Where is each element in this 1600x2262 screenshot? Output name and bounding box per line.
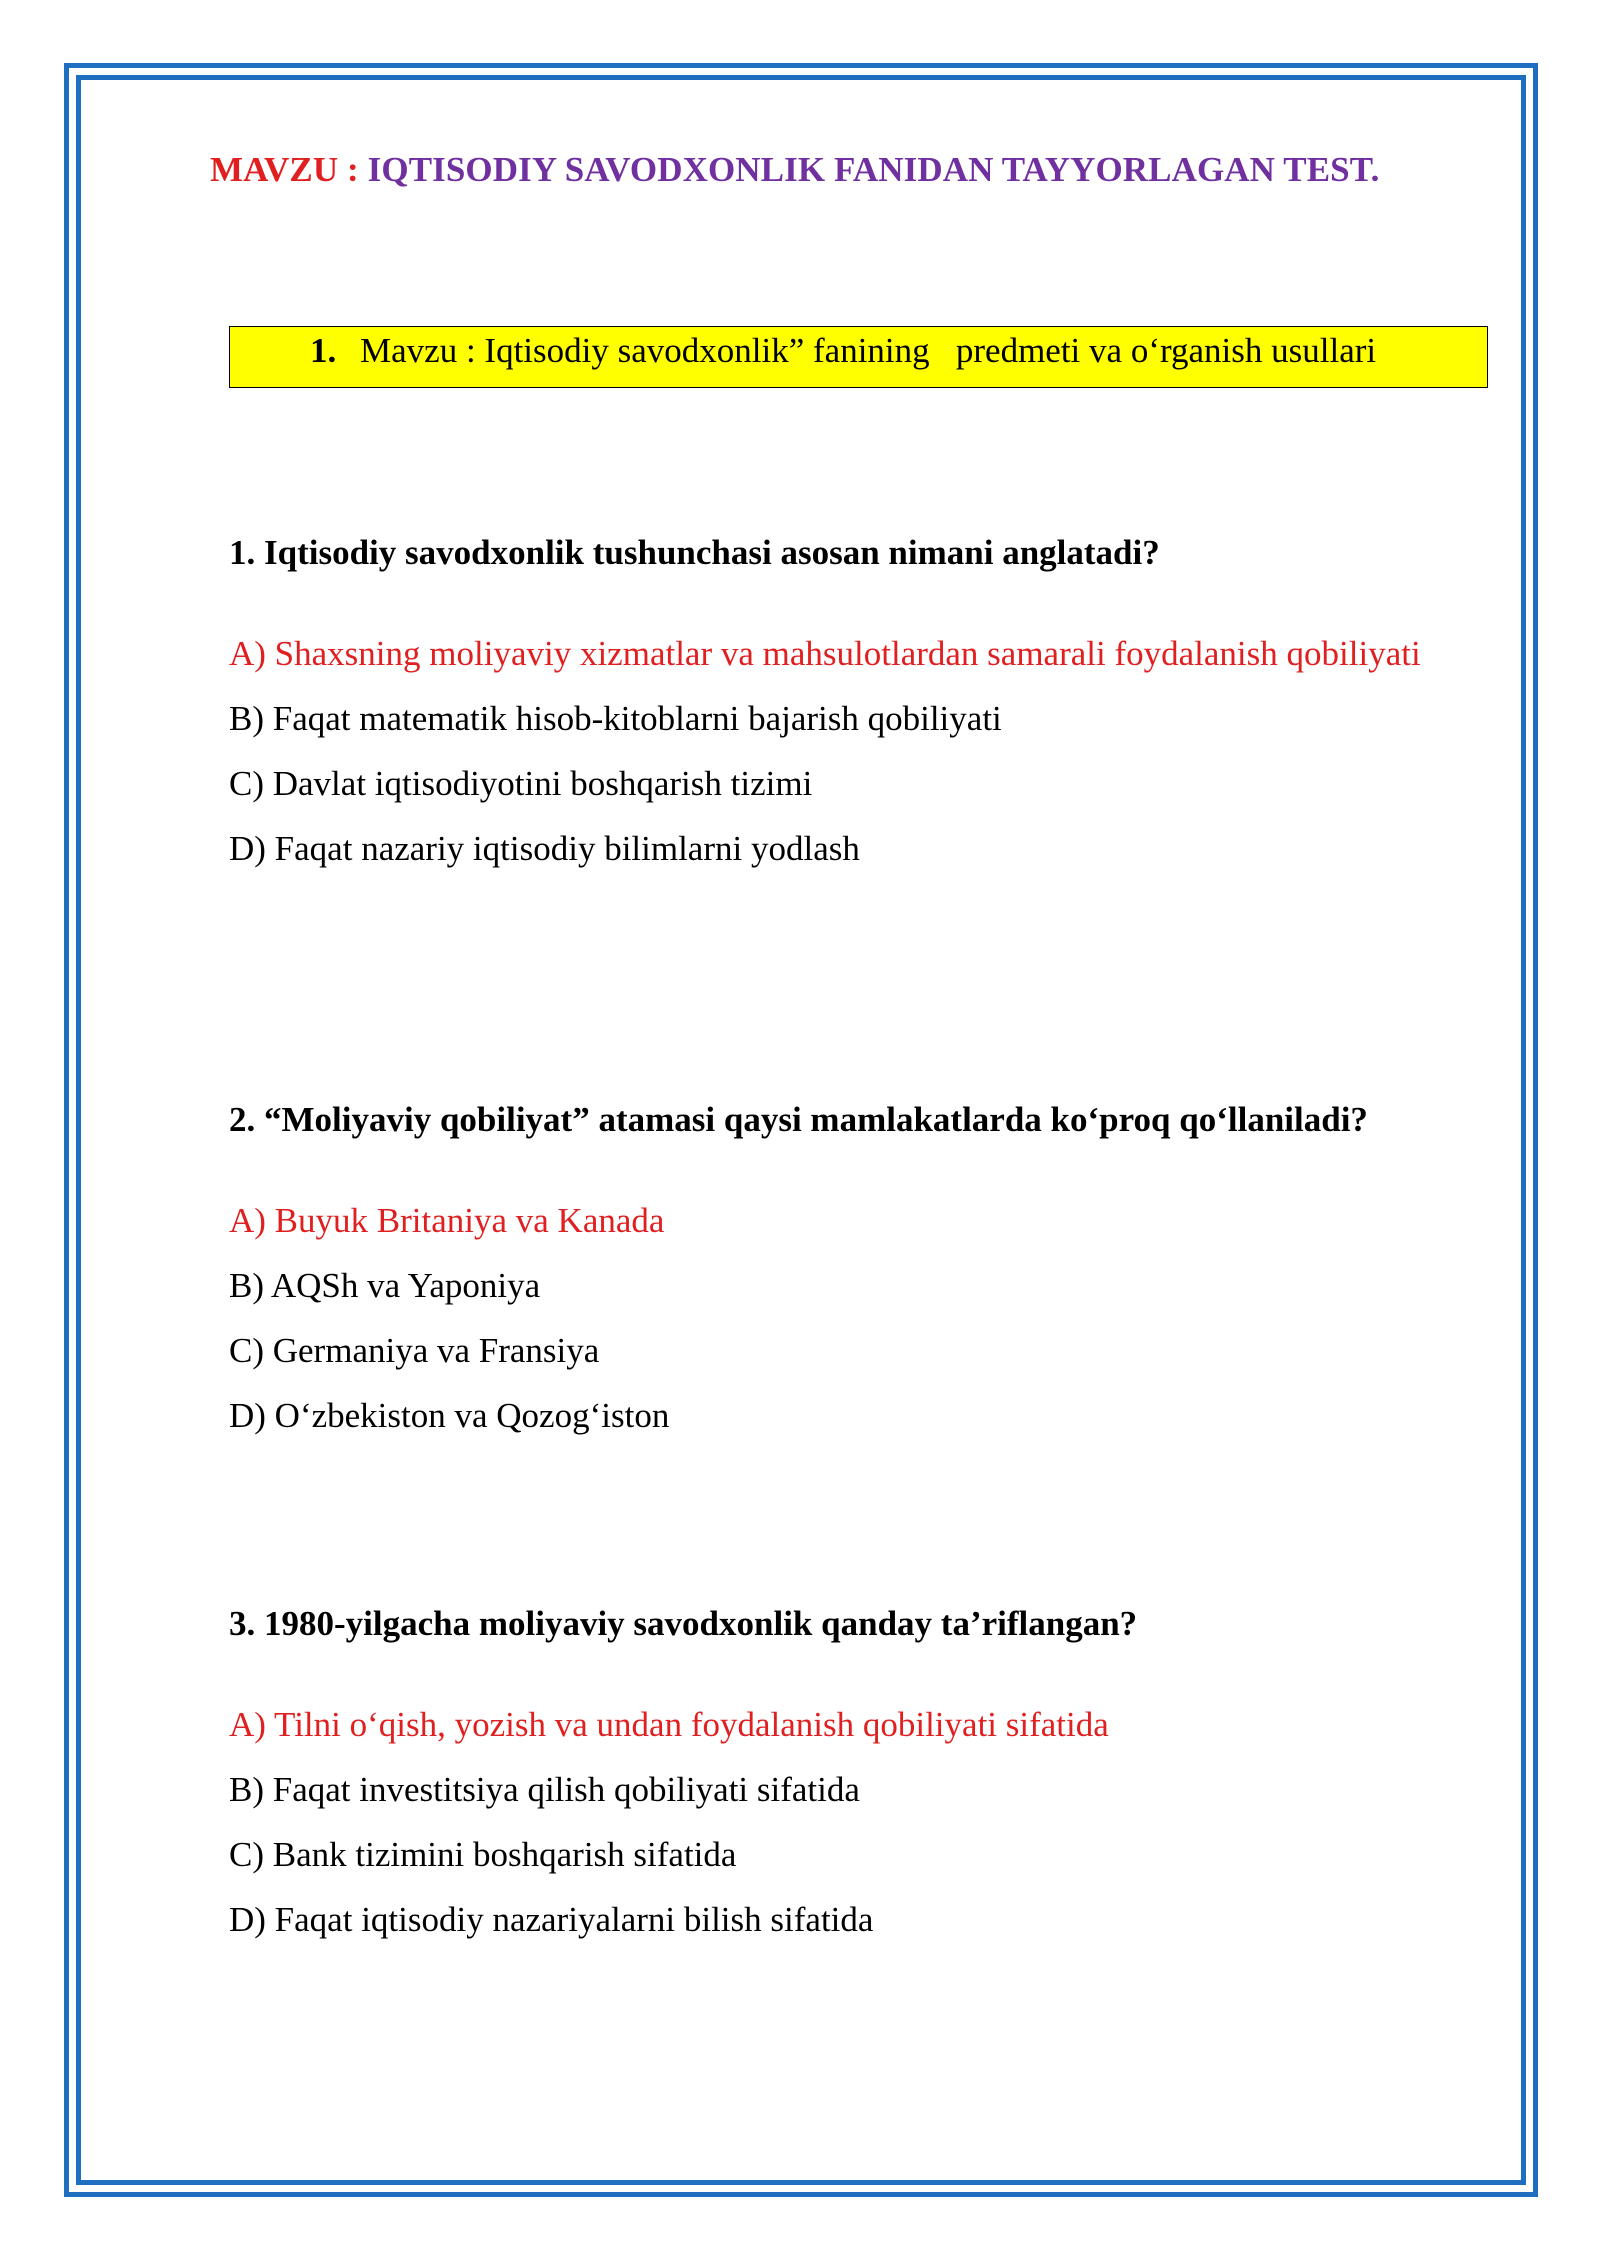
option-b: B) AQSh va Yaponiya xyxy=(229,1266,541,1305)
option-d: D) Faqat nazariy iqtisodiy bilimlarni yodlash xyxy=(229,829,860,868)
option-c: C) Davlat iqtisodiyotini boshqarish tizimi xyxy=(229,764,813,803)
title-label: MAVZU : xyxy=(210,150,368,189)
option-d: D) O‘zbekiston va Qozog‘iston xyxy=(229,1396,670,1435)
option-a: A) Buyuk Britaniya va Kanada xyxy=(229,1201,665,1240)
title-text: IQTISODIY SAVODXONLIK FANIDAN TAYYORLAGAN TEST. xyxy=(367,150,1380,189)
topic-text: Mavzu : Iqtisodiy savodxonlik” fanining predmeti va o‘rganish usullari xyxy=(360,331,1377,370)
question-block-3 xyxy=(229,1604,1489,1952)
page-title xyxy=(210,150,1379,190)
option-d: D) Faqat iqtisodiy nazariyalarni bilish sifatida xyxy=(229,1900,874,1939)
question-text: 3. 1980-yilgacha moliyaviy savodxonlik qanday ta’riflangan? xyxy=(229,1604,1138,1643)
topic-box xyxy=(229,326,1488,388)
question-text: 1. Iqtisodiy savodxonlik tushunchasi asosan nimani anglatadi? xyxy=(229,533,1160,572)
option-b: B) Faqat matematik hisob-kitoblarni bajarish qobiliyati xyxy=(229,699,1002,738)
option-b: B) Faqat investitsiya qilish qobiliyati sifatida xyxy=(229,1770,860,1809)
topic-number: 1. xyxy=(310,331,337,370)
option-c: C) Germaniya va Fransiya xyxy=(229,1331,600,1370)
question-text: 2. “Moliyaviy qobiliyat” atamasi qaysi mamlakatlarda ko‘proq qo‘llaniladi? xyxy=(229,1100,1368,1139)
option-c: C) Bank tizimini boshqarish sifatida xyxy=(229,1835,737,1874)
option-a: A) Tilni o‘qish, yozish va undan foydalanish qobiliyati sifatida xyxy=(229,1705,1109,1744)
question-block-2 xyxy=(229,1100,1489,1448)
option-a: A) Shaxsning moliyaviy xizmatlar va mahsulotlardan samarali foydalanish qobiliyati xyxy=(229,634,1421,673)
question-block-1 xyxy=(229,533,1489,881)
